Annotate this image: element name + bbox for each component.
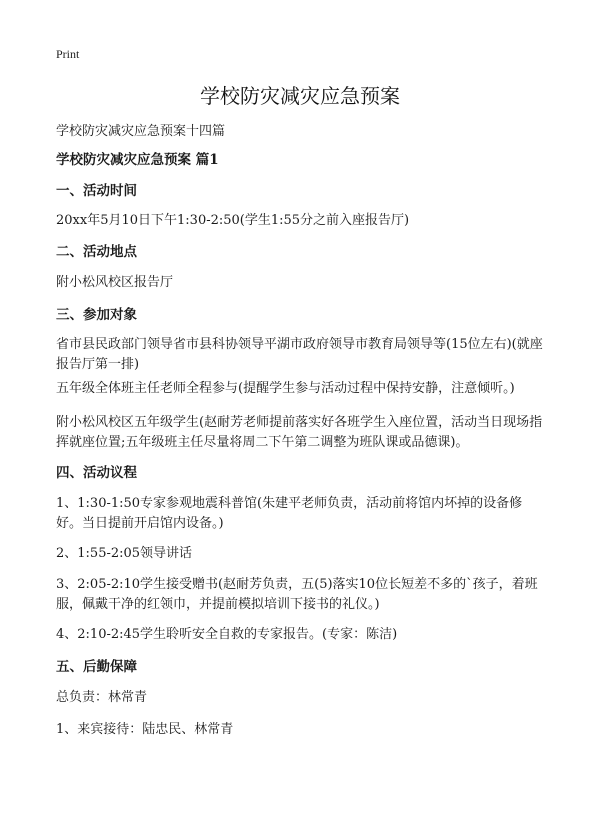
agenda-item: 2、1:55-2:05领导讲话 [56,546,193,561]
agenda-item: 4、2:10-2:45学生聆听安全自救的专家报告。(专家：陈洁) [56,627,398,642]
agenda-item: 3、2:05-2:10学生接受赠书(赵耐芳负责，五(5)落实10位长短差不多的`孩子，着班服，佩戴干净的红领巾，并提前模拟培训下接书的礼仪。) [56,577,538,612]
document-title: 学校防灾减灾应急预案 [200,84,400,108]
agenda-item: 1、1:30-1:50专家参观地震科普馆(朱建平老师负责，活动前将馆内坏掉的设备修好。当日提前开启馆内设备。) [56,496,523,531]
article-title: 学校防灾减灾应急预案 篇1 [56,152,219,168]
section-paragraph: 20xx年5月10日下午1:30-2:50(学生1:55分之前入座报告厅) [56,213,410,228]
section-paragraph: 附小松风校区报告厅 [56,275,174,290]
section-paragraph: 1、来宾接待：陆忠民、林常青 [56,722,234,737]
section-heading-agenda: 四、活动议程 [56,465,137,481]
section-heading-participants: 三、参加对象 [56,307,137,323]
section-heading-logistics: 五、后勤保障 [56,659,137,675]
section-paragraph: 附小松风校区五年级学生(赵耐芳老师提前落实好各班学生入座位置，活动当日现场指挥就座位置;五年级班主任尽量将周二下午第二调整为班队课或品德课)。 [56,415,543,450]
section-heading-time: 一、活动时间 [56,183,137,199]
section-paragraph: 省市县民政部门领导省市县科协领导平湖市政府领导市教育局领导等(15位左右)(就座报告厅第一排) [56,337,543,372]
print-label: Print [56,47,80,61]
section-paragraph: 五年级全体班主任老师全程参与(提醒学生参与活动过程中保持安静，注意倾听。) [56,381,515,396]
document-subtitle: 学校防灾减灾应急预案十四篇 [56,124,226,139]
section-paragraph: 总负责：林常青 [56,690,148,705]
section-heading-location: 二、活动地点 [56,244,137,260]
